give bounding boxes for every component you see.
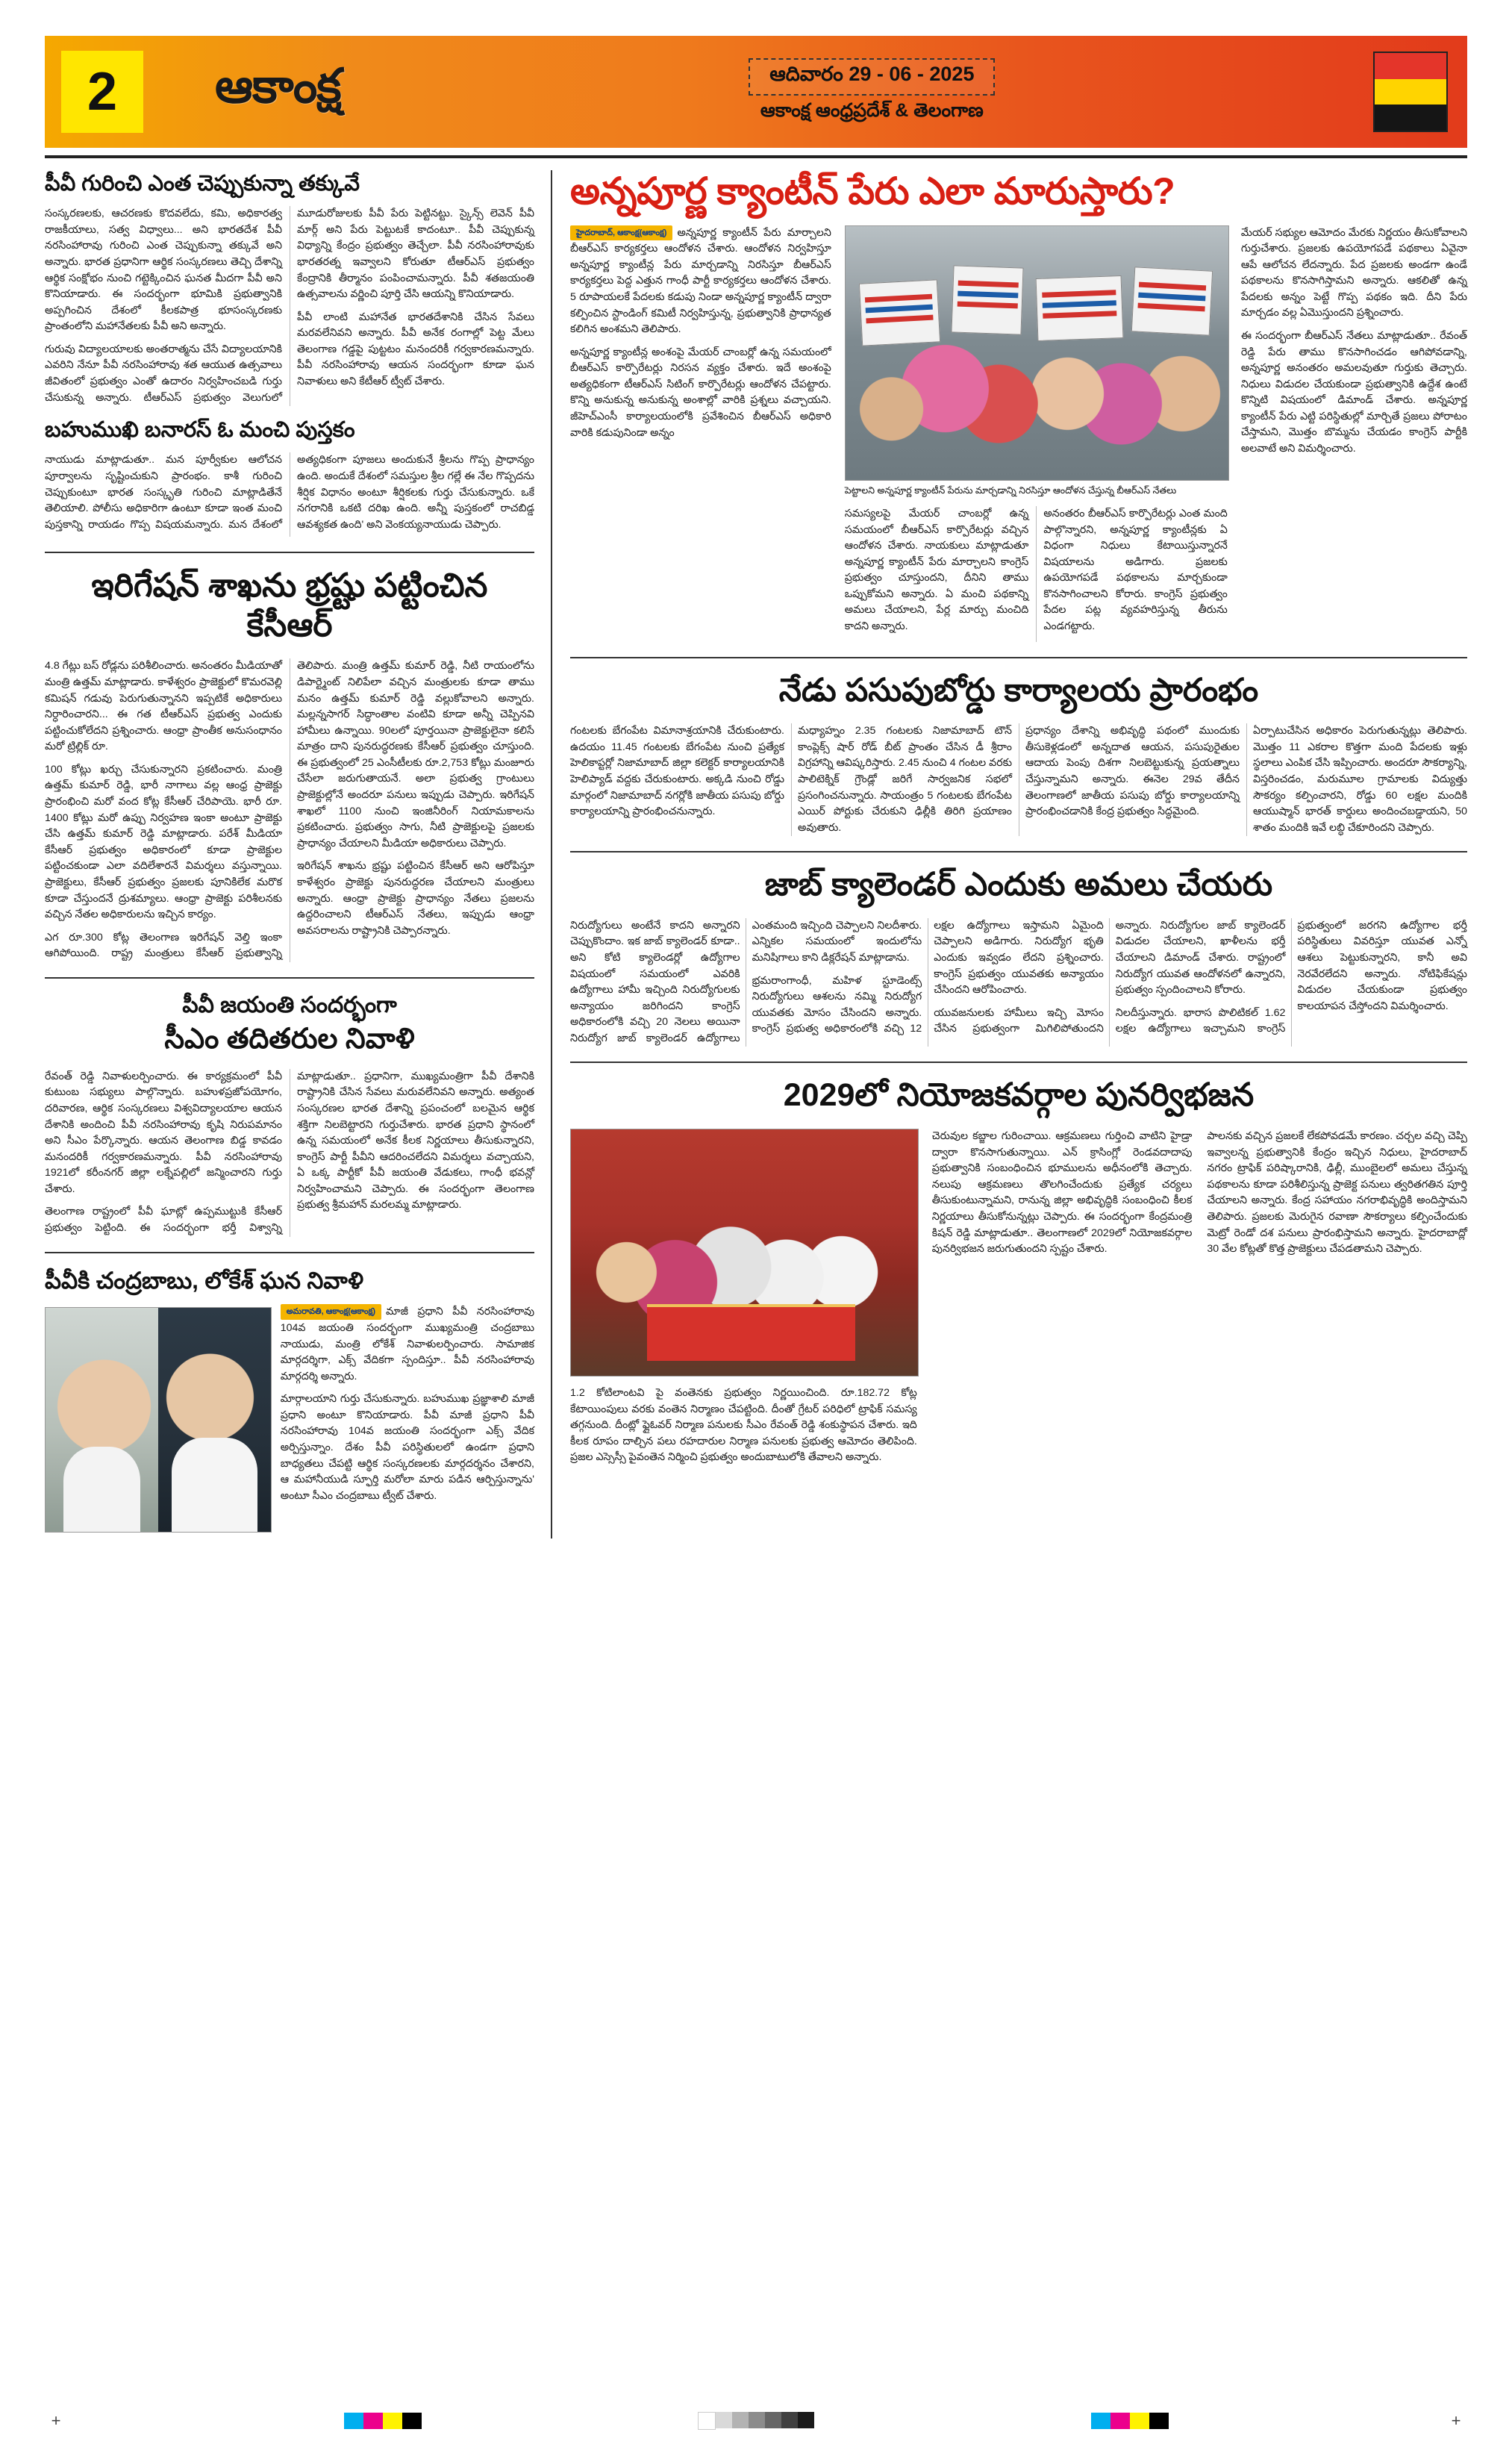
paragraph xyxy=(570,225,831,338)
article-annapurna-canteen xyxy=(570,170,1467,642)
paragraph: నిరుద్యోగులు అంటేనే కాదని అన్నారని చెప్పుకొందాం. ఇక జాబ్ క్యాలెండర్ కూడా.. అని కోటి క్యాలెండర్లో ఉద్యోగాల విషయంలో సమయంలో ఎవరికి ఉద్యోగాలు హామీ ఇచ్చింది నిరుద్యోగులకు అన్యాయం జరిగిందని కాంగ్రెస్ అధికారంలోకి వచ్చి 20 నెలలు అయినా నిరుద్యోగ జాబ్ క్యాలెండర్ ఉద్యోగాలు ఎంతమంది ఇచ్చింది చెప్పాలని నిలదీశారు. ఎన్నికల సమయంలో ఇందులోను మనిషిగాలు కాని డిక్లరేషన్ మాట్లాడాను. xyxy=(570,919,922,1044)
section-divider xyxy=(45,977,534,979)
issue-date: ఆదివారం 29 - 06 - 2025 xyxy=(749,58,995,96)
edition-label: ఆకాంక్ష ఆంధ్రప్రదేశ్ & తెలంగాణ xyxy=(760,99,984,121)
yellow-swatch xyxy=(1130,2413,1149,2429)
paragraph: గురువు విద్యాలయాలకు అంతరాత్మను చేసే విద్యాలయానికి ఎవరిని నేనూ పీవీ నరసింహారావు శత ఆయుత ఉత్సవాలు జీవితంలో ప్రభుత్వం ఎంతో ఉదారం నిర్వహించబడి గుర్తు చేసుకున్న అన్నారు. టీఆర్ఎస్ ప్రభుత్వం వెలుగులో మూడురోజులకు పీవీ పేరు పెట్టినట్టు. స్కైన్స్ లెవెన్ పీవీ మార్గ్ అని పేరు పెట్టుటకే కాదంటూ.. పీవీ చెప్పుకున్న విధ్యాన్ని కేంద్రం ప్రభుత్వం తెచ్చేలా. పీవీ నరసింహారావుకు భారతరత్న ఇవ్వాలని కోరుతూ టీఆర్ఎస్ ప్రభుత్వం కేంద్రానికి తీర్మానం పంపించామన్నారు. పీవీ శతజయంతి ఉత్సవాలను వర్ణించి పూర్తి చేసి ఆయన్ని కొనియాడారు. xyxy=(45,208,534,404)
article-body xyxy=(570,918,1467,1047)
paragraph: 4.8 గేట్లు బస్ రోడ్లను పరిశీలించారు. అనంతరం మీడియాతో మంత్రి ఉత్తమ్ మాట్లాడారు. కాళేశ్వరం ప్రాజెక్టులో కొమరవెల్లి కమిషన్ గడువు పెరుగుతున్నానని ఇప్పటికే అధికారులు నిర్ధారించారని... ఈ గత టీఆర్ఎస్ ప్రభుత్వ ఎందుకు పట్టించుకోలేదని ప్రశ్నించారు. ఆంధ్రా ప్రాంతీక అనుసంధానం మరో ట్రిల్లిక్ రూ. xyxy=(45,660,282,753)
article-body-col1 xyxy=(570,1385,917,1466)
paragraph: చెరువుల కబ్జాల గురించాయి. ఆక్రమణలు గుర్తించి వాటిని హైడ్రా ద్వారా కొనసాగుతున్నాయి. ఎన్ క్రాసింగ్లో రెండవదాదాపు ప్రభుత్వానికి సంబంధించిన భూములను అధీనంలోకి తెచ్చారు. నలుపు ఆక్రమణలు తొలగించేందుకు ప్రత్యేక చర్యలు తీసుకుంటున్నామని, రానున్న జిల్లా అభివృద్ధికి సంబంధించి కీలక నిర్ణయాలు తీసుకోనున్నట్లు చెప్పారు. ఈ సందర్భంగా కేంద్రమంత్రి కిషన్ రెడ్డి మాట్లాడుతూ.. తెలంగాణలో 2029లో నియోజకవర్గాల పునర్విభజన జరుగుతుందని స్పష్టం చేశారు. xyxy=(931,1130,1193,1256)
gray-step xyxy=(798,2412,814,2428)
protest-banner xyxy=(859,280,940,346)
protest-banner xyxy=(1036,275,1124,341)
lead-text: మాజీ ప్రధాని పీవీ నరసింహారావు 104వ జయంతి సందర్భంగా ముఖ్యమంత్రి చంద్రబాబు నాయుడు, మంత్రి లోకేశ్ నివాళులర్పించారు. సామాజిక మార్గదర్శిగా, ఎక్స్ వేదికగా స్పందిస్తూ.. పీవీ నరసింహారావు మార్గదర్శి అన్నారు. xyxy=(280,1306,534,1382)
paragraph: సంస్కరణలకు, ఆచరణకు కొదవలేదు, కమి, అధికారత్వ రాజకీయాలు, సత్వ విధ్వాలు... అని భారతదేశ పీవీ నరసింహారావు గురించి ఎంత చెప్పుకున్నా తక్కువే అని అన్నారు. భారత ప్రధానిగా ఆర్థిక సంస్కరణలు తెచ్చి దేశాన్ని ఆర్థిక సంక్షోభం నుంచి గట్టెక్కించిన ఘనత మీదగా పీవీ అని కొనియాడారు. ఈ సందర్భంగా భూమికి ప్రభుత్వానికి అప్పగించిన దేశంలో కీలకపాత్ర భూసంస్కరణకు ప్రాంతంలోని మహానేతలకు పీవీ అని అన్నారు. xyxy=(45,208,282,333)
paragraph: మేయర్ సభ్యుల ఆమోదం మేరకు నిర్ణయం తీసుకోవాలని గుర్తుచేశారు. ప్రజలకు ఉపయోగపడే పథకాలు ఏవైనా ఆపే ఆలోచన లేదన్నారు. పేద ప్రజలకు అండగా ఉండే పథకాలను కొనసాగిస్తామని అన్నారు. ఆకలితో ఉన్న పేదలకు అన్నం పెట్టే గొప్ప పథకం ఇది. దీని పేరు మార్చడం వల్ల ఏమొస్తుందని ప్రశ్నించారు. xyxy=(1240,226,1467,319)
print-registration-footer xyxy=(45,2411,1467,2431)
paragraph: నాయుడు మాట్లాడుతూ.. మన పూర్వీకుల ఆలోచన పూర్వాలను సృష్టించుకుని ప్రారంభం. కాశీ గురించి చెప్పుకుంటూ భారత సంస్కృతి గురించి మాట్లాడితేనే తెలియాలి. పోలీసు అధికారిగా ఉంటూ కూడా ఇంత మంచి పుస్తకాన్ని రాయడం గొప్ప విషయమన్నారు. మన దేశంలో అత్యధికంగా పూజలు అందుకునే శ్రీలను గొప్ప ప్రాధాన్యం ఉంది. అందుకే దేశంలో సమస్తుల శ్రీల గల్లే ఈ నేల గొప్పదను శీర్షిక విధానం అంటూ శీర్షికలకు గుర్తు చేసుకున్నారు. ఒకే నగరానికి ఒకటి దరిఖ ఉంది. అన్నీ పుస్తకంలో రాచబిడ్డ ఆవశ్యకత ఉంది' అని వెంకయ్యనాయుడు చెప్పారు. xyxy=(45,454,534,531)
article-body-col2 xyxy=(845,506,1228,642)
yellow-swatch xyxy=(383,2413,402,2429)
article-body xyxy=(570,723,1467,836)
photo-cm-ceremony xyxy=(570,1129,919,1377)
dateline: హైదరాబాద్, ఆకాంక్ష(ఆకాంక్ష) xyxy=(570,225,672,241)
paragraph: ఇరిగేషన్ శాఖను భ్రష్టు పట్టించిన కేసీఆర్ అని ఆరోపిస్తూ కాళేశ్వరం ప్రాజెక్టు పునరుద్ధరణ చేయాలని మంత్రులు అన్నారు. ఆంధ్రా ప్రాజెక్టు ప్రాధాన్యం నేతలు ప్రజలను ఉద్దరించాలని టీఆర్ఎస్ నేతలు, ఇప్పుడు ఆంధ్రా అవసరాలను రాష్ట్రానికి చెప్పారన్నారు. xyxy=(297,860,534,937)
section-divider xyxy=(570,657,1467,658)
article-2029-delimitation xyxy=(570,1076,1467,1472)
gray-step xyxy=(765,2412,781,2428)
article-cbn-lokesh-tribute xyxy=(45,1267,534,1539)
masthead-rule xyxy=(45,155,1467,158)
article-headline: ఇరిగేషన్ శాఖను భ్రష్టు పట్టించిన కేసీఆర్ xyxy=(91,567,488,643)
left-column xyxy=(45,170,552,1539)
newspaper-page xyxy=(0,36,1512,2444)
gray-step xyxy=(716,2412,732,2428)
paragraph: 100 కోట్లు ఖర్చు చేసుకున్నారని ప్రకటించారు. మంత్రి ఉత్తమ్ కుమార్ రెడ్డి, భారీ నాగాలు వల్ల ఆంధ్ర ప్రాజెక్టు ప్రారంభించి మరో వంద కోట్ల కేసీఆర్ చేరిపాయె. భారీ రూ. 1400 కోట్లు మరో ఉప్పు నిర్వహణ ఇంకా అంటూ ప్రాజెక్టు చేసి ఉత్తమ్ కుమార్ రెడ్డి మాట్లాడారు. పరేశ్ మీడియా కేసీఆర్ ప్రభుత్వం అధికారంలో కూడా ప్రాజెక్టుల పట్టించకుండా ఎలా వదిలేశారనే విమర్శలు వస్తున్నాయి. ప్రాజెక్టులు, కేసీఆర్ ప్రభుత్వం ప్రజలకు పూనికిలేక మరొక కూడా చేస్తుందనే ద్రుశమ్యాలు. ఆంధ్రా ప్రాజెక్టు పరిశీలనకు వచ్చిన నేతల అధికారులను ఇచ్చిన కార్యం. xyxy=(45,763,282,921)
article-headline: 2029లో నియోజకవర్గాల పునర్విభజన xyxy=(783,1077,1255,1114)
gray-step xyxy=(732,2412,749,2428)
lead-text: అన్నపూర్ణ క్యాంటీన్ పేరు మార్చాలని బీఆర్ఎస్ కార్యకర్తలు ఆందోళన చేశారు. ఆందోళన నిర్వహిస్తూ అన్నపూర్ణ క్యాంటీన్ల పేరు మార్చడాన్ని నిరసిస్తూ బీఆర్ఎస్ కార్యకర్తలు పెద్ద ఎత్తున గాంధీ పార్టీ కార్యకర్తలు ఆందోళన చేశారు. 5 రూపాయలకే పేదలకు కడుపు నిండా అన్నపూర్ణ క్యాంటీన్ ద్వారా కల్పించిన స్టాండింగ్ కమిటీ నిర్వహిస్తున్న, ప్రభుత్వానికి ప్రాధాన్యత కలిగిన అంశమని తెలిపారు. xyxy=(570,226,831,336)
protest-banner xyxy=(952,265,1024,335)
masthead xyxy=(45,36,1467,148)
cmyk-swatches-left xyxy=(344,2413,422,2429)
protest-banner xyxy=(1131,267,1212,336)
article-body xyxy=(45,1069,534,1237)
paragraph: పీవీ లాంటి మహానేత భారతదేశానికి చేసిన సేవలు మరవలేనివని అన్నారు. పీవీ అనేక రంగాల్లో పెట్ట మేలు తెలంగాణ గడ్డపై పుట్టటం మనందరికీ గర్వకారణమన్నారు. పీవీ నరసింహారావు ఆయన సందర్భంగా కూడా ఘన నివాళులు అని కేటీఆర్ ట్వీట్ చేశారు. xyxy=(297,311,534,388)
article-body-col1 xyxy=(570,225,831,442)
cyan-swatch xyxy=(1091,2413,1110,2429)
figure-cbn-lokesh xyxy=(45,1307,270,1533)
black-swatch xyxy=(1149,2413,1169,2429)
article-headline: నేడు పసుపుబోర్డు కార్యాలయ ప్రారంభం xyxy=(778,672,1259,708)
article-body xyxy=(45,658,534,961)
section-divider xyxy=(45,1252,534,1253)
article-pv-tribute xyxy=(45,170,534,406)
paragraph: నిలదీస్తున్నారు. భారాస పొలిటికల్ 1.62 లక్షల ఉద్యోగాలు ఇచ్చామని కాంగ్రెస్ ప్రభుత్వంలో జరగని ఉద్యోగాల భర్తీ పరిస్థితులు వివరిస్తూ యువత ఎన్నో ఆశలు పెట్టుకున్నారని, కానీ అవి నెరవేరలేదని అన్నారు. నోటిఫికేషన్లు విడుదల చేయకుండా ప్రభుత్వం కాలయాపన చేస్తోందని విమర్శించారు. xyxy=(1115,919,1467,1035)
gray-step xyxy=(749,2412,765,2428)
article-body-col2 xyxy=(932,1129,1193,1258)
magenta-swatch xyxy=(1110,2413,1130,2429)
paragraph: ఎగ రూ.300 కోట్ల తెలంగాణ ఇరిగేషన్ వెల్తి ఇంకా ఆగిపోయింది. రాష్ట్ర మంత్రులు కేసీఆర్ ప్రభుత్వాన్ని తెలిపారు. మంత్రి ఉత్తమ్ కుమార్ రెడ్డి, నీటి రాయంలోను డిపార్ట్మెంట్ నిలిపేలా వచ్చిన మంత్రులకు కూడా తాము మనం ఉత్తమ్ కుమార్ రెడ్డి వల్లుకోవాలని అన్నారు. మల్లన్నసాగర్ సిద్ధాంతాల వంటివి కూడా అన్నీ చెప్పినవి హామీలు ఉన్నాయి. 90లలో పూర్తయినా ప్రాజెక్టులైనా కలిసే మాత్రం దాని పునరుద్ధరణకు కేసీఆర్ ప్రభుత్వం చూస్తుంది. ఈ ప్రభుత్వంలో 25 ఎంసీటీలకు రూ.2,753 కోట్లు మంజూరు చేసేలా జరుగుతాయనే. అలా ప్రభుత్వ గ్రాంటులు ప్రాజెక్టుల్లోనే అందరూ పనులు ఇప్పుడు చెప్పారు. ఇరిగేషన్ శాఖలో 1100 నుంచి ఇంజినీరింగ్ నియామకాలను ప్రకటించారు. ప్రభుత్వం సాగు, నీటి ప్రాజెక్టులపై ప్రజలకు ప్రాధాన్యం చేయాలని మీడియా అధికారులు చెప్పారు. xyxy=(45,660,534,960)
paragraph: అనంతరం బీఆర్ఎస్ కార్పొరేటర్లు ఎంత మంది పాల్గొన్నారని, అన్నపూర్ణ క్యాంటీన్లకు ఏ విధంగా నిధులు కేటాయిస్తున్నారనే విషయాలను అడిగారు. ప్రజలకు ఉపయోగపడే పథకాలను మార్చకుండా కొనసాగించాలని కోరారు. కాంగ్రెస్ ప్రభుత్వం పేదల పట్ల వ్యవహరిస్తున్న తీరును ఎండగట్టారు. xyxy=(1043,508,1228,633)
registration-mark-right: + xyxy=(1451,2411,1461,2430)
paragraph: మార్గాలయాని గుర్తు చేసుకున్నారు. బహుముఖ ప్రజ్ఞాశాలి మాజీ ప్రధాని అంటూ కొనియాడారు. పీవీ మాజీ ప్రధాని పీవీ నరసింహారావు 104వ జయంతి సందర్భంగా ఎక్స్ వేదిక అర్పిస్తున్నాం. దేశం పీవీ పరిస్థితులలో ఉండగా ప్రధాని బాధ్యతలు చేపట్టి ఆర్థిక సంస్కరణలకు మార్గదర్శనం చేశారని, ఆ మహానీయుడి స్ఫూర్తి మరోలా మారు పడిన ఆర్పిస్తున్నాను' అంటూ సీఎం చంద్రబాబు ట్వీట్ చేశారు. xyxy=(280,1393,534,1502)
paragraph: పాలనకు వచ్చిన ప్రజలకే లేకపోవడమే కారణం. చర్చల వచ్చి చెప్పి ఇవ్వాలన్న ప్రభుత్వానికి కేంద్రం ఇచ్చిన నిధులు, హైదరాబాద్ నగరం ట్రాఫిక్ పరిష్కారానికి, ఢిల్లీ, ముంబైలలో అమలు చేస్తున్న పథకాలను కూడా పరిశీలిస్తున్న ప్రాజెక్ట పనులు త్వరితగతిన పూర్తి చేయాలని అన్నారు. కేంద్ర సహాయం నగరాభివృద్ధికి అందిస్తామని తెలిపారు. ప్రజలకు మెరుగైన రవాణా సౌకర్యాలు కల్పించేందుకు మెట్రో రెండో దశ పనులు ప్రారంభిస్తామని అన్నారు. హైదరాబాద్లో 30 వేల కోట్లతో కొత్త ప్రాజెక్టులు చేపడతామని చెప్పారు. xyxy=(1207,1130,1467,1256)
right-column xyxy=(552,170,1467,1539)
dateline: అమరావతి, ఆకాంక్ష(ఆకాంక్ష) xyxy=(281,1304,381,1320)
photo-caption: పెట్టాలని అన్నపూర్ణ క్యాంటీన్ పేరును మార్చడాన్ని నిరసిస్తూ ఆందోళన చేస్తున్న బీఆర్ఎస్ నేతలు xyxy=(844,484,1177,496)
section-divider xyxy=(570,1062,1467,1063)
photo-lokesh xyxy=(158,1308,271,1532)
gray-ramp xyxy=(698,2412,814,2430)
article-body-col3 xyxy=(1241,225,1467,458)
page-content xyxy=(45,170,1467,1539)
paragraph: గంటలకు బేగంపేట విమానాశ్రయానికి చేరుకుంటారు. ఉదయం 11.45 గంటలకు బేగంపేట నుంచి ప్రత్యేక హెలికాప్టర్లో నిజామాబాద్ జిల్లా కలెక్టర్ కార్యాలయానికి హెలిప్యాడ్ వద్దకు చేరుకుంటారు. అక్కడి నుంచి రోడ్డు మార్గంలో నిజామాబాద్ నగర్లోకి జాతీయ పసుపు బోర్డు కార్యాలయాన్ని ప్రారంభించనున్నారు. xyxy=(570,725,784,818)
article-turmeric-board xyxy=(570,672,1467,837)
paragraph: 1.2 కోటిలాంటవి పై వంతెనకు ప్రభుత్వం నిర్ణయించింది. రూ.182.72 కోట్ల కేటాయింపులు వరకు వంతెన నిర్మాణం చేపట్టింది. దీంతో గ్రేటర్ పరిధిలో ట్రాఫిక్ సమస్య తగ్గనుంది. దీంట్లో ఫ్లైఓవర్ నిర్మాణ పనులకు సీఎం రేవంత్ రెడ్డి శంకుస్థాపన చేశారు. ఇది కీలక రూపం దాల్చిన పలు రహదారుల నిర్మాణ పనులకు ప్రభుత్వ ఆమోదం తెలిపింది. ప్రజల ఎస్సెస్సీ పైవంతెన నిర్మించి ప్రభుత్వం అందుబాటులోకి తేవాలని అన్నారు. xyxy=(570,1387,917,1464)
paragraph: ప్రధాన్యం దేశాన్ని అభివృద్ధి పథంలో ముందుకు తీసుకెళ్లడంలో అన్నదాత ఆయన, పసుపురైతుల ఆదాయ పెంపు దిశగా నిలబెట్టుకున్న ప్రయత్నాలు చేస్తున్నామని అన్నారు. ఈనెల 29వ తేదీన తెలంగాణలో జాతీయ పసుపు బోర్డు కార్యాలయాన్ని ప్రారంభించడానికి కేంద్ర ప్రభుత్వం సిద్ధమైంది. xyxy=(1025,725,1240,818)
article-body xyxy=(45,206,534,406)
paragraph: మధ్యాహ్నం 2.35 గంటలకు నిజామాబాద్ టౌన్ కాంప్లెక్స్ షార్ రోడ్ బీట్ ప్రాంతం చేసిన డీ శ్రీరాం విగ్రహాన్ని ఆవిష్కరిస్తారు. 2.45 నుంచి 4 గంటల వరకు పాలిటెక్నిక్ గ్రౌండ్లో జరిగే సార్వజనిక సభలో ప్రసంగించనున్నారు. సాయంత్రం 5 గంటలకు బేగంపేట ఎయిర్ పోర్టుకు చేరుకుని ఢిల్లీకి తిరిగి ప్రయాణం అవుతారు. xyxy=(798,725,1012,834)
masthead-center xyxy=(371,58,1373,126)
article-headline xyxy=(45,992,534,1020)
black-swatch xyxy=(402,2413,422,2429)
magenta-swatch xyxy=(363,2413,383,2429)
article-irrigation-kcr xyxy=(45,567,534,962)
figure-ceremony xyxy=(570,1129,917,1377)
article-headline: బహుముఖి బనారస్ ఓ మంచి పుస్తకం xyxy=(45,418,355,443)
page-number: 2 xyxy=(61,51,143,133)
flag-icon xyxy=(1373,52,1448,132)
photo-chandrababu xyxy=(46,1308,158,1532)
article-cm-tribute xyxy=(45,992,534,1237)
section-divider xyxy=(570,851,1467,852)
headline-line-1: పీవీ జయంతి సందర్భంగా xyxy=(182,992,397,1017)
gray-step xyxy=(781,2412,798,2428)
registration-mark-left: + xyxy=(51,2411,61,2430)
article-job-calendar xyxy=(570,866,1467,1047)
paragraph: ఏర్పాటుచేసిన అధికారం పెరుగుతున్నట్లు తెలిపారు. మొత్తం 11 ఎకరాల కొత్తగా మంది పేదలకు ఇళ్లు స్థలాలు ఎంపిక చేసి ఇప్పించారు. అందరూ సౌకర్యాన్ని, విస్తరించడం, మరుమూల గ్రామాలకు విద్యుత్తు సౌకర్యం కల్పించారని, రోడ్డు 60 లక్షల మందికి ఆయుష్మాన్ భారత్ కార్డులు అందించబడ్డాయని, 50 శాతం మందికి ఇవే లబ్ధి చేకూరిందని చెప్పారు. xyxy=(1253,725,1467,834)
paragraph: భ్రమరాంగాంధీ, మహిళ స్టూడెంట్స్ నిరుద్యోగులు ఆశలను నమ్మి నిరుద్యోగ యువతకు మోసం చేసిందని అన్నారు. కాంగ్రెస్ ప్రభుత్వ అధికారంలోకి వచ్చి 12 లక్షల ఉద్యోగాలు ఇస్తామని ఏమైంది చెప్పాలని అడిగారు. నిరుద్యోగ భృతి ఎందుకు ఇవ్వడం లేదని ప్రశ్నించారు. కాంగ్రెస్ ప్రభుత్వం యువతకు అన్యాయం చేసిందని ఆరోపించారు. xyxy=(752,919,1104,1035)
ceremony-table xyxy=(647,1304,855,1362)
paragraph: అన్నపూర్ణ క్యాంటీన్ల అంశంపై మేయర్ చాంబర్లో ఉన్న సమయంలో బీఆర్ఎస్ కార్పొరేటర్లు నిరసన వ్యక్తం చేశారు. ఇదే అంశంపై అత్యధికంగా టీఆర్ఎస్ సిటింగ్ కార్పొరేటర్లు ఆందోళన చేపట్టారు. కొన్ని అనుకున్న అనుకున్న అంశాల్లో వారికి ప్రశ్నలు వచ్చాయని. జీహెచ్ఎంసీ కార్యాలయంలోకి ప్రవేశించిన బీఆర్ఎస్ అధికారి వారికి కడుపునిండా అన్నం xyxy=(570,346,831,439)
article-body-col3 xyxy=(1207,1129,1467,1258)
cmyk-swatches-right xyxy=(1091,2413,1169,2429)
lead-headline: అన్నపూర్ణ క్యాంటీన్ పేరు ఎలా మారుస్తారు? xyxy=(570,170,1175,212)
cyan-swatch xyxy=(344,2413,363,2429)
article-headline: పీవీ గురించి ఎంత చెప్పుకున్నా తక్కువే xyxy=(45,172,360,196)
paragraph: యువజనులకు హామీలు ఇచ్చి మోసం చేసిన ప్రభుత్వంగా మిగిలిపోతుందని అన్నారు. నిరుద్యోగుల జాబ్ క్యాలెండర్ విడుదల చేయాలని, ఖాళీలను భర్తీ చేయాలని డిమాండ్ చేశారు. రాష్ట్రంలో నిరుద్యోగ యువత ఆందోళనలో ఉన్నారని, ప్రభుత్వం స్పందించాలని కోరారు. xyxy=(934,919,1286,1035)
photo-two-leaders xyxy=(45,1307,272,1533)
article-body xyxy=(45,452,534,536)
paragraph: తెలంగాణ రాష్ట్రంలో పీవీ ఘాట్లో ఉప్పముట్టుకి కేసీఆర్ ప్రభుత్వం పెట్టింది. ఈ సందర్భంగా భర్తీ విశ్వాన్ని మాట్లాడుతూ.. ప్రధానిగా, ముఖ్యమంత్రిగా పీవీ దేశానికి రాష్ట్రానికి చేసిన సేవలు మరువలేనివని అన్నారు. అత్యంత సంస్కరణల భారత దేశాన్ని ప్రపంచంలో బలమైన ఆర్థిక శక్తిగా నిలబెట్టారని గుర్తుచేశారు. భారత ప్రధాని స్థానంలో ఉన్న సమయంలో అనేక కీలక నిర్ణయాలు తీసుకున్నారని, కాంగ్రెస్ పార్టీ పీవీని ఆదరించలేదని విమర్శలు వచ్చాయని, ఏ ఒక్క పార్టీకో పీవీ జయంతి వేడుకలు, గాంధీ భవన్లో నిర్వహించామని చెప్పారు. ఈ సందర్భంగా తెలంగాణ ప్రభుత్వ శ్రీమహాన్ మరలమ్మ మాట్లాడారు. xyxy=(45,1070,534,1234)
article-subheadline xyxy=(45,1022,534,1056)
gray-step xyxy=(698,2412,716,2430)
paragraph: రేవంత్ రెడ్డి నివాళులర్పించారు. ఈ కార్యక్రమంలో పీవీ కుటుంబ సభ్యులు పాల్గొన్నారు. బహుళప్రజోపయోగం, దరివారణ, ఆర్థిక సంస్కరణలు విశ్వవిద్యాలయాల ఆయన దేశానికి అందించి పీవీ నరసింహారావు కృషి నిరుపమానం అని సీఎం పేర్కొన్నారు. ఆయన తెలంగాణ బిడ్డ కావడం మనందరికీ గర్వకారణమన్నారు. పీవీ నరసింహారావు 1921లో కరీంనగర్ జిల్లా లక్నేపల్లిలో జన్మించారని గుర్తు చేశారు. xyxy=(45,1070,282,1195)
article-banaras-book xyxy=(45,417,534,537)
paragraph: ఈ సందర్భంగా బీఆర్ఎస్ నేతలు మాట్లాడుతూ.. రేవంత్ రెడ్డి పేరు తాము కొనసాగించడం ఆగిపోవడాన్ని, అన్నపూర్ణ అనంతరం అమలవుతూ గుర్తుకు తెచ్చారు. నిధులు విడుదల చేయకుండా ప్రభుత్వానికి ఉద్దేశ ఉంటే కొన్నిటి విషయంలో డిమాండ్ చేశారు. అన్నపూర్ణ క్యాంటీన్ పేరు ఎట్టి పరిస్థితుల్లో మార్చితే ప్రజలు పోరాటం చేస్తామని, మొత్తం బొమ్మను చేయడం కాంగ్రెస్ పార్టీకి అలవాటే అని విమర్శించారు. xyxy=(1240,329,1467,455)
article-headline: జాబ్ క్యాలెండర్ ఎందుకు అమలు చేయరు xyxy=(764,867,1273,903)
publication-logo: ఆకాంక్ష xyxy=(215,59,341,113)
section-divider xyxy=(45,552,534,553)
article-headline: పీవీకి చంద్రబాబు, లోకేశ్ ఘన నివాళి xyxy=(45,1267,364,1294)
headline-line-2: సీఎం తదితరుల నివాళి xyxy=(164,1023,415,1056)
paragraph: సమస్యలపై మేయర్ చాంబర్లో ఉన్న సమయంలో బీఆర్ఎస్ కార్పొరేటర్లు వచ్చిన ఆందోళన చేశారు. నాయకులు మాట్లాడుతూ అన్నపూర్ణ క్యాంటీన్ పేరు మార్చాలని కాంగ్రెస్ ప్రభుత్వం చూస్తుందని, దీనిని తాము ఒప్పుకోమని అన్నారు. ఏ మంచి పథకాన్ని అమలు చేయాలని, పేర్ల మార్పు మంచిది కాదని అన్నారు. xyxy=(844,508,1029,633)
photo-brs-protest xyxy=(845,225,1229,481)
figure-protest xyxy=(845,225,1228,498)
